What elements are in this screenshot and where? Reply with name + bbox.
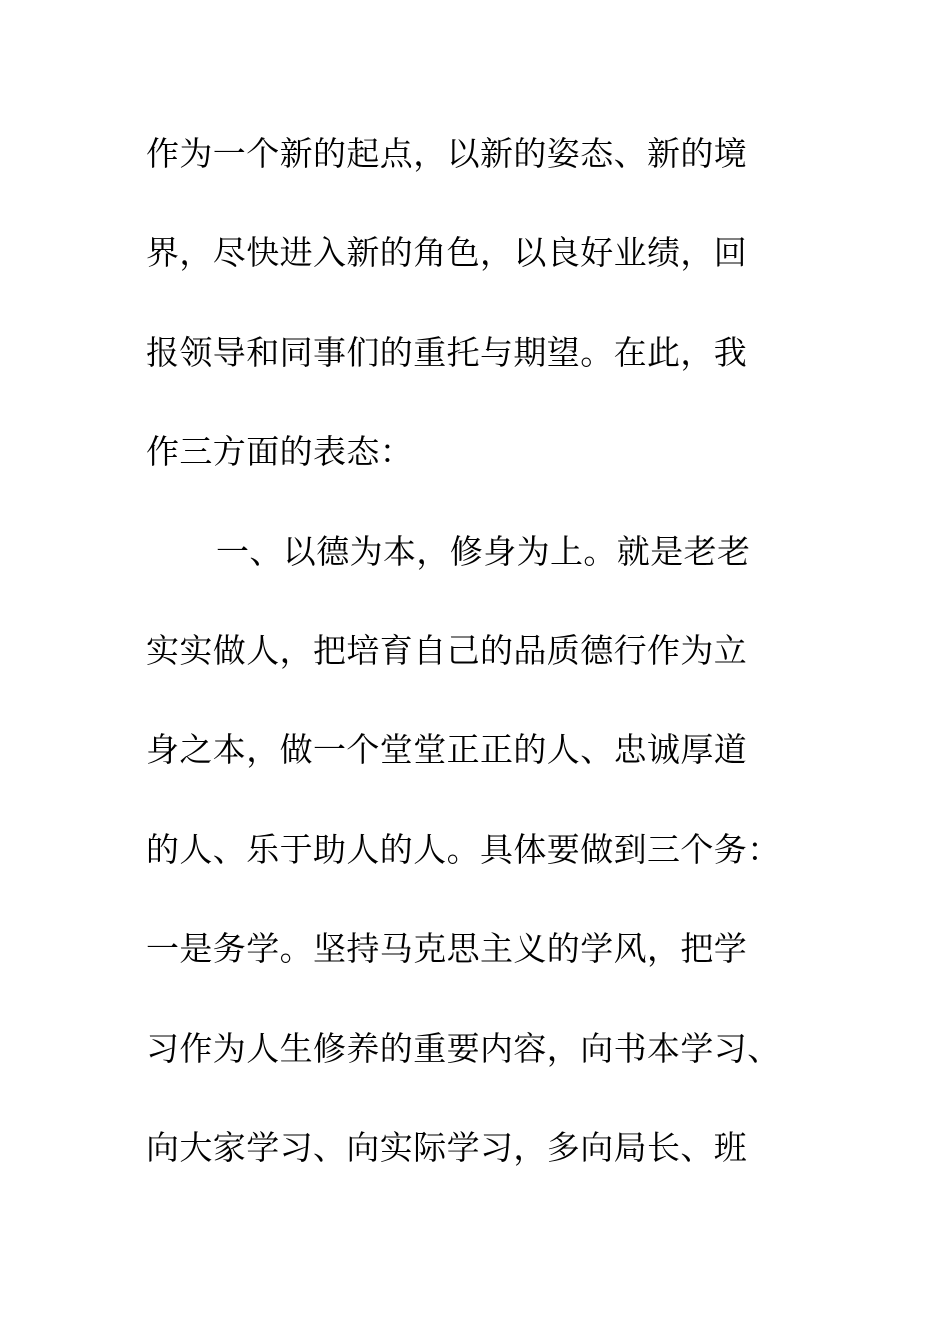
text-line-7: 身之本，做一个堂堂正正的人、忠诚厚道 bbox=[146, 730, 748, 770]
body-text bbox=[146, 124, 806, 1217]
text-line-1: 作为一个新的起点，以新的姿态、新的境 bbox=[146, 134, 748, 173]
text-line-4: 作三方面的表态： bbox=[146, 432, 414, 472]
text-line-2: 界，尽快进入新的角色，以良好业绩，回 bbox=[146, 233, 748, 273]
text-line-8: 的人、乐于助人的人。具体要做到三个务： bbox=[146, 829, 781, 869]
text-line-3: 报领导和同事们的重托与期望。在此，我 bbox=[146, 332, 748, 372]
text-line-5: 一、以德为本，修身为上。就是老老 bbox=[216, 531, 751, 571]
text-line-9: 一是务学。坚持马克思主义的学风，把学 bbox=[146, 929, 748, 969]
text-line-6: 实实做人，把培育自己的品质德行作为立 bbox=[146, 630, 748, 670]
text-line-10: 习作为人生修养的重要内容，向书本学习、 bbox=[146, 1028, 781, 1068]
text-line-11: 向大家学习、向实际学习，多向局长、班 bbox=[146, 1127, 748, 1167]
